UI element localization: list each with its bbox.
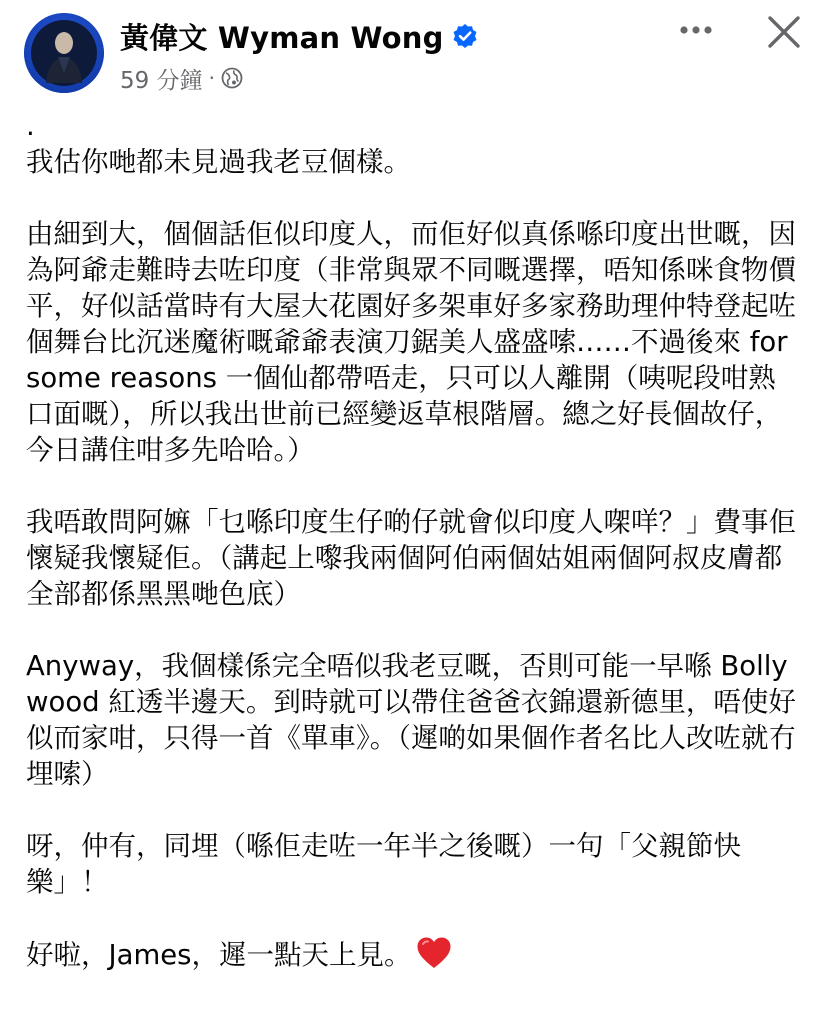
post-paragraph: 我估你哋都未見過我老豆個樣。 — [26, 146, 411, 178]
post-last-paragraph — [26, 936, 798, 973]
more-options-icon — [676, 24, 716, 36]
verified-badge-icon — [452, 23, 478, 49]
meta-separator: · — [208, 66, 215, 90]
avatar[interactable] — [24, 13, 104, 93]
post-header — [0, 0, 820, 110]
red-heart-icon — [416, 936, 452, 970]
post-timestamp[interactable]: 59 分鐘 — [120, 67, 203, 94]
post-meta — [120, 60, 243, 96]
globe-icon[interactable] — [221, 67, 243, 89]
post-paragraph: 呀，仲有，同埋（喺佢走咗一年半之後嘅）一句「父親節快樂」！ — [26, 830, 741, 898]
close-button[interactable] — [762, 10, 806, 54]
post-paragraph: Anyway，我個樣係完全唔似我老豆嘅，否則可能一早喺 Bollywood 紅透半邊天。到時就可以帶住爸爸衣錦還新德里，唔使好似而家咁，只得一首《單車》。（遲啲如果個作者名比人改咗就冇埋嗦） — [26, 650, 796, 790]
author-line — [120, 14, 478, 58]
more-options-button[interactable] — [672, 12, 720, 48]
post-body — [26, 108, 798, 973]
post-paragraph: 由細到大，個個話佢似印度人，而佢好似真係喺印度出世嘅，因為阿爺走難時去咗印度（非常與眾不同嘅選擇，唔知係咪食物價平，好似話當時有大屋大花園好多架車好多家務助理仲特登起咗個舞台比沉迷魔術嘅爺爺表演刀鋸美人盛盛嗦……不過後來 for some reasons 一個仙都帶唔走，只可以人離開（咦呢段咁熟口面嘅），所以我出世前已經變返草根階層。總之好長個故仔，今日講住咁多先哈哈。） — [26, 218, 797, 466]
post-paragraph: . — [26, 110, 35, 142]
author-name[interactable]: 黃偉文 Wyman Wong — [120, 20, 444, 55]
post-paragraph: 我唔敢問阿嫲「乜喺印度生仔啲仔就會似印度人㗎咩？」費事佢懷疑我懷疑佢。（講起上嚟我兩個阿伯兩個姑姐兩個阿叔皮膚都全部都係黑黑哋色底） — [26, 506, 796, 610]
post-paragraph: 好啦，James，遲一點天上見。 — [26, 939, 412, 971]
close-icon — [767, 15, 801, 49]
